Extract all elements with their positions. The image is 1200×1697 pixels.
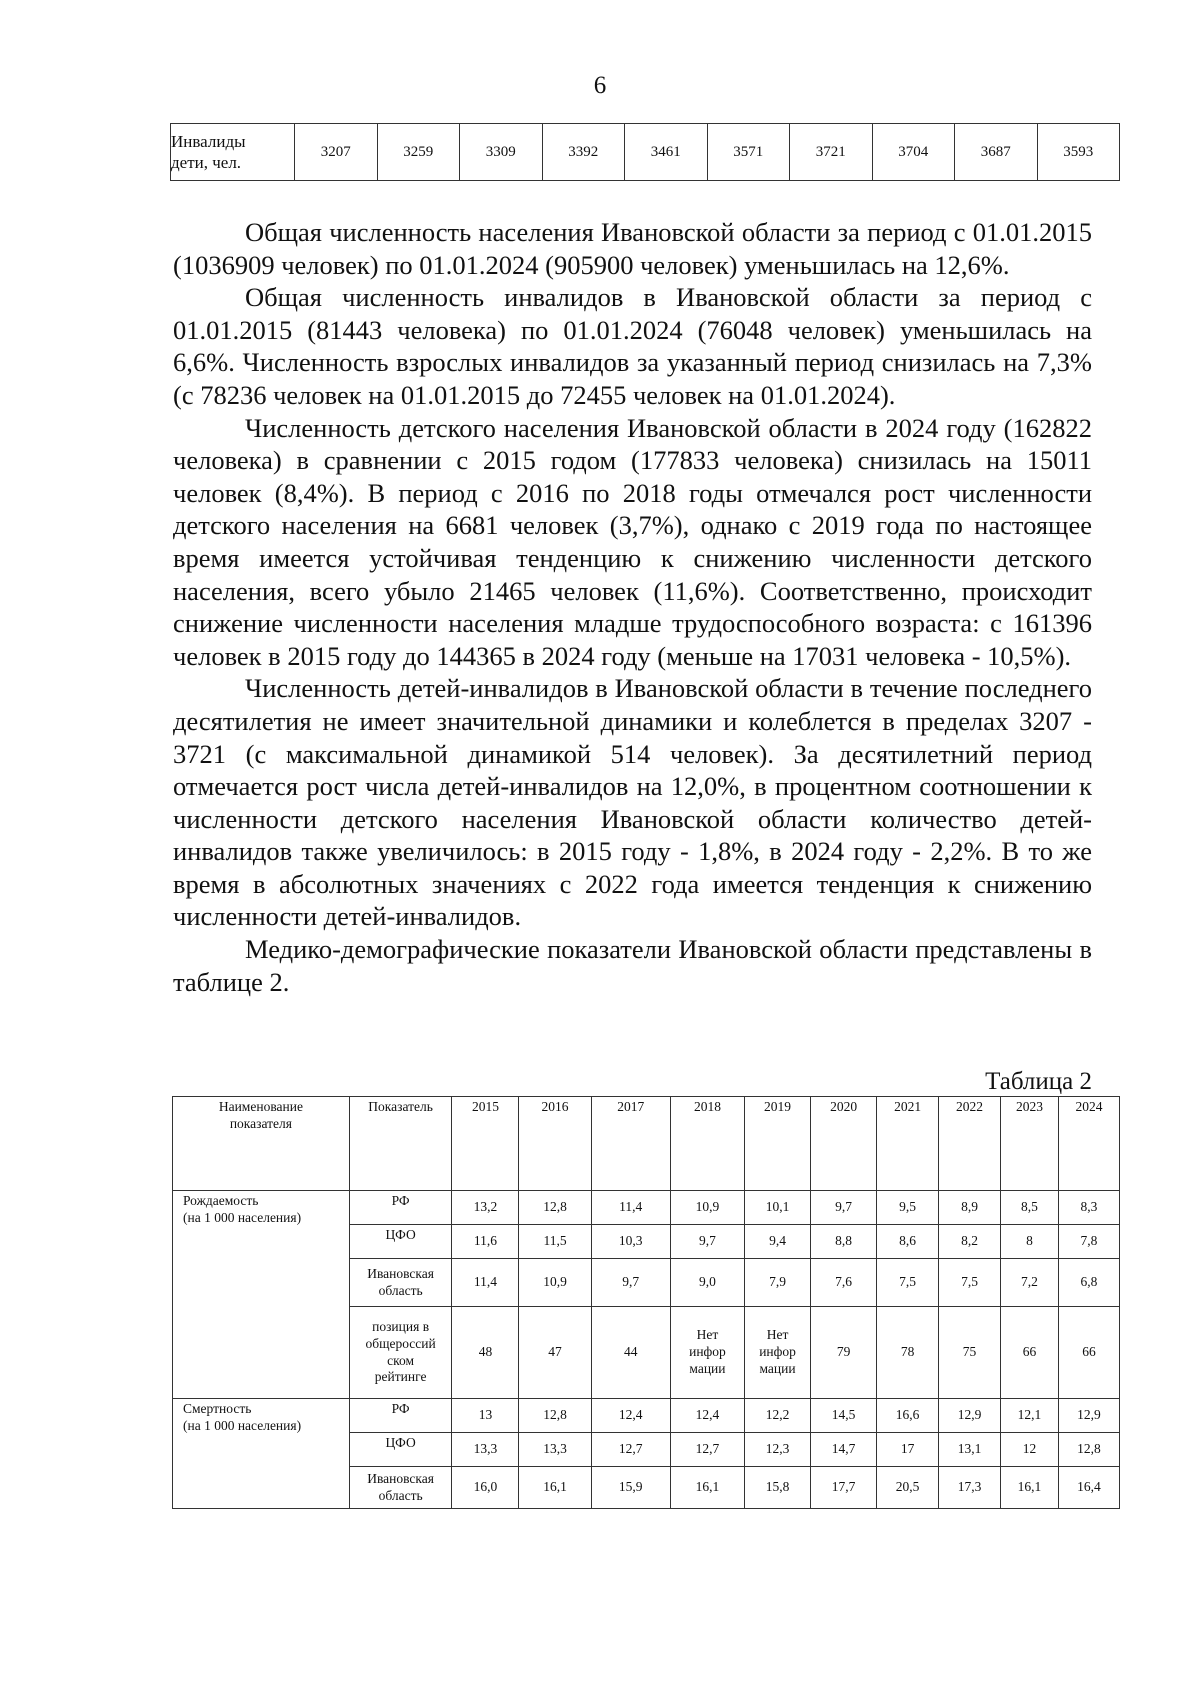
indicator-text: ЦФО bbox=[385, 1435, 416, 1450]
table-cell: 9,0 bbox=[670, 1259, 744, 1307]
table-cell: 9,4 bbox=[745, 1225, 811, 1259]
table-cell: 11,6 bbox=[452, 1225, 519, 1259]
indicator-text: РФ bbox=[391, 1401, 410, 1416]
table-cell: 8,8 bbox=[811, 1225, 877, 1259]
indicator-cell bbox=[349, 1433, 452, 1467]
row-label bbox=[171, 124, 295, 181]
indicator-text: общероссий bbox=[365, 1335, 436, 1351]
header-text: показателя bbox=[229, 1115, 292, 1131]
table-cell: 16,4 bbox=[1058, 1467, 1119, 1509]
table-cell: 8,3 bbox=[1058, 1191, 1119, 1225]
header-year-cell: 2016 bbox=[519, 1097, 591, 1191]
table-cell: Нет инфор мации bbox=[745, 1307, 811, 1399]
header-year-cell: 2022 bbox=[939, 1097, 1001, 1191]
table-cell: 16,1 bbox=[1001, 1467, 1059, 1509]
table-cell: 78 bbox=[877, 1307, 939, 1399]
indicator-text: Ивановская bbox=[367, 1265, 434, 1281]
indicator-cell bbox=[349, 1307, 452, 1399]
indicator-name: Смертность bbox=[183, 1401, 252, 1416]
header-year-cell: 2018 bbox=[670, 1097, 744, 1191]
table-cell: 12,7 bbox=[670, 1433, 744, 1467]
table-cell: 10,9 bbox=[670, 1191, 744, 1225]
table-cell: 3309 bbox=[460, 124, 543, 181]
table-cell: 8,2 bbox=[939, 1225, 1001, 1259]
indicator-text: рейтинге bbox=[374, 1369, 427, 1385]
body-text bbox=[173, 216, 1092, 998]
table-cell: Нет инфор мации bbox=[670, 1307, 744, 1399]
table-cell: 3687 bbox=[955, 124, 1038, 181]
table-cell: 12,1 bbox=[1001, 1399, 1059, 1433]
table-cell: 12,4 bbox=[591, 1399, 670, 1433]
table-cell: 12,8 bbox=[519, 1399, 591, 1433]
table-cell: 3461 bbox=[625, 124, 708, 181]
indicator-name: Рождаемость bbox=[183, 1193, 259, 1208]
table-cell: 12,8 bbox=[1058, 1433, 1119, 1467]
table-row bbox=[173, 1191, 1120, 1225]
table-cell: 10,9 bbox=[519, 1259, 591, 1307]
header-year-cell: 2019 bbox=[745, 1097, 811, 1191]
table-row bbox=[173, 1399, 1120, 1433]
table-cell: 7,6 bbox=[811, 1259, 877, 1307]
indicator-unit: (на 1 000 населения) bbox=[183, 1417, 302, 1433]
table-cell: 7,5 bbox=[939, 1259, 1001, 1307]
paragraph: Общая численность населения Ивановской области за период с 01.01.2015 (1036909 человек) по 01.01.2024 (905900 человек) уменьшилась на 12,6%. bbox=[173, 217, 1092, 280]
table-caption: Таблица 2 bbox=[985, 1068, 1092, 1095]
label-line: дети, чел. bbox=[171, 153, 242, 172]
table-cell: 9,7 bbox=[670, 1225, 744, 1259]
demographics-table bbox=[172, 1096, 1120, 1509]
table-cell: 3392 bbox=[542, 124, 625, 181]
table-cell: 12,8 bbox=[519, 1191, 591, 1225]
header-year-cell: 2017 bbox=[591, 1097, 670, 1191]
table-cell: 13,2 bbox=[452, 1191, 519, 1225]
table-cell: 9,5 bbox=[877, 1191, 939, 1225]
indicator-cell bbox=[349, 1399, 452, 1433]
births-name-cell bbox=[173, 1191, 350, 1399]
table-cell: 48 bbox=[452, 1307, 519, 1399]
table-cell: 9,7 bbox=[811, 1191, 877, 1225]
paragraph: Численность детского населения Ивановской области в 2024 году (162822 человека) в сравнении с 2015 годом (177833 человека) снизилась на 15011 человек (8,4%). В период с 2016 по 2018 годы отмечался рост численности детского населения на 6681 человек (3,7%), однако с 2019 года по настоящее время имеется устойчивая тенденцию к снижению численности детского населения, всего убыло 21465 человек (11,6%). Соответственно, происходит снижение численности населения младше трудоспособного возраста: с 161396 человек в 2015 году до 144365 в 2024 году (меньше на 17031 человека - 10,5%). bbox=[173, 412, 1092, 671]
table-cell: 16,1 bbox=[670, 1467, 744, 1509]
table-cell: 12,9 bbox=[1058, 1399, 1119, 1433]
table-cell: 8,5 bbox=[1001, 1191, 1059, 1225]
table-cell: 7,5 bbox=[877, 1259, 939, 1307]
indicator-cell bbox=[349, 1191, 452, 1225]
deaths-name-cell bbox=[173, 1399, 350, 1509]
table-cell: 3259 bbox=[377, 124, 460, 181]
table-cell: 3571 bbox=[707, 124, 790, 181]
indicator-text: область bbox=[378, 1282, 423, 1298]
table-cell: 12,4 bbox=[670, 1399, 744, 1433]
disabled-children-table bbox=[170, 123, 1120, 181]
indicator-text: ЦФО bbox=[385, 1227, 416, 1242]
indicator-text: Ивановская bbox=[367, 1470, 434, 1486]
table-cell: 14,5 bbox=[811, 1399, 877, 1433]
table-cell: 13,1 bbox=[939, 1433, 1001, 1467]
table-cell: 17,3 bbox=[939, 1467, 1001, 1509]
table-cell: 12,3 bbox=[745, 1433, 811, 1467]
header-year-cell: 2021 bbox=[877, 1097, 939, 1191]
table-cell: 12 bbox=[1001, 1433, 1059, 1467]
table-cell: 7,8 bbox=[1058, 1225, 1119, 1259]
table-cell: 47 bbox=[519, 1307, 591, 1399]
table-cell: 9,7 bbox=[591, 1259, 670, 1307]
table-cell: 11,4 bbox=[452, 1259, 519, 1307]
table-cell: 17,7 bbox=[811, 1467, 877, 1509]
header-year-cell: 2024 bbox=[1058, 1097, 1119, 1191]
header-name-cell bbox=[173, 1097, 350, 1191]
table-cell: 11,4 bbox=[591, 1191, 670, 1225]
table-cell: 6,8 bbox=[1058, 1259, 1119, 1307]
table-cell: 12,7 bbox=[591, 1433, 670, 1467]
table-cell: 3207 bbox=[295, 124, 378, 181]
table-cell: 14,7 bbox=[811, 1433, 877, 1467]
header-row bbox=[173, 1097, 1120, 1191]
table-cell: 66 bbox=[1001, 1307, 1059, 1399]
table-cell: 10,1 bbox=[745, 1191, 811, 1225]
table-cell: 3593 bbox=[1037, 124, 1120, 181]
indicator-text: РФ bbox=[391, 1193, 410, 1208]
table-cell: 12,2 bbox=[745, 1399, 811, 1433]
table-cell: 7,2 bbox=[1001, 1259, 1059, 1307]
table-cell: 16,0 bbox=[452, 1467, 519, 1509]
indicator-cell bbox=[349, 1225, 452, 1259]
table-cell: 8,9 bbox=[939, 1191, 1001, 1225]
header-indicator-cell: Показатель bbox=[349, 1097, 452, 1191]
table-cell: 13 bbox=[452, 1399, 519, 1433]
indicator-cell bbox=[349, 1259, 452, 1307]
table-cell: 75 bbox=[939, 1307, 1001, 1399]
table-cell: 11,5 bbox=[519, 1225, 591, 1259]
table-cell: 3704 bbox=[872, 124, 955, 181]
table-cell: 79 bbox=[811, 1307, 877, 1399]
page-number: 6 bbox=[593, 72, 607, 99]
indicator-text: позиция в bbox=[372, 1318, 430, 1334]
table-cell: 44 bbox=[591, 1307, 670, 1399]
paragraph: Общая численность инвалидов в Ивановской области за период с 01.01.2015 (81443 человека) по 01.01.2024 (76048 человек) уменьшилась на 6,6%. Численность взрослых инвалидов за указанный период снизилась на 7,3% (с 78236 человек на 01.01.2015 до 72455 человек на 01.01.2024). bbox=[173, 282, 1092, 410]
table-cell: 10,3 bbox=[591, 1225, 670, 1259]
header-year-cell: 2015 bbox=[452, 1097, 519, 1191]
header-text: Наименование bbox=[218, 1099, 303, 1114]
table-cell: 3721 bbox=[790, 124, 873, 181]
table-cell: 17 bbox=[877, 1433, 939, 1467]
table-row bbox=[171, 124, 1120, 181]
header-year-cell: 2023 bbox=[1001, 1097, 1059, 1191]
table-cell: 8,6 bbox=[877, 1225, 939, 1259]
table-cell: 12,9 bbox=[939, 1399, 1001, 1433]
table-cell: 13,3 bbox=[519, 1433, 591, 1467]
label-line: Инвалиды bbox=[171, 131, 246, 151]
table-cell: 16,1 bbox=[519, 1467, 591, 1509]
indicator-unit: (на 1 000 населения) bbox=[183, 1209, 302, 1225]
table-cell: 7,9 bbox=[745, 1259, 811, 1307]
table-cell: 8 bbox=[1001, 1225, 1059, 1259]
paragraph: Численность детей-инвалидов в Ивановской области в течение последнего десятилетия не имеет значительной динамики и колеблется в пределах 3207 - 3721 (с максимальной динамикой 514 человек). За десятилетний период отмечается рост числа детей-инвалидов на 12,0%, в процентном соотношении к численности детского населения Ивановской области количество детей-инвалидов также увеличилось: в 2015 году - 1,8%, в 2024 году - 2,2%. В то же время в абсолютных значениях с 2022 года имеется тенденция к снижению численности детей-инвалидов. bbox=[173, 673, 1092, 932]
table-cell: 16,6 bbox=[877, 1399, 939, 1433]
header-year-cell: 2020 bbox=[811, 1097, 877, 1191]
table-cell: 13,3 bbox=[452, 1433, 519, 1467]
paragraph: Медико-демографические показатели Ивановской области представлены в таблице 2. bbox=[173, 934, 1092, 997]
indicator-text: ском bbox=[387, 1352, 415, 1368]
table-cell: 15,9 bbox=[591, 1467, 670, 1509]
table-cell: 20,5 bbox=[877, 1467, 939, 1509]
table-cell: 15,8 bbox=[745, 1467, 811, 1509]
table-cell: 66 bbox=[1058, 1307, 1119, 1399]
indicator-cell bbox=[349, 1467, 452, 1509]
indicator-text: область bbox=[378, 1487, 423, 1503]
